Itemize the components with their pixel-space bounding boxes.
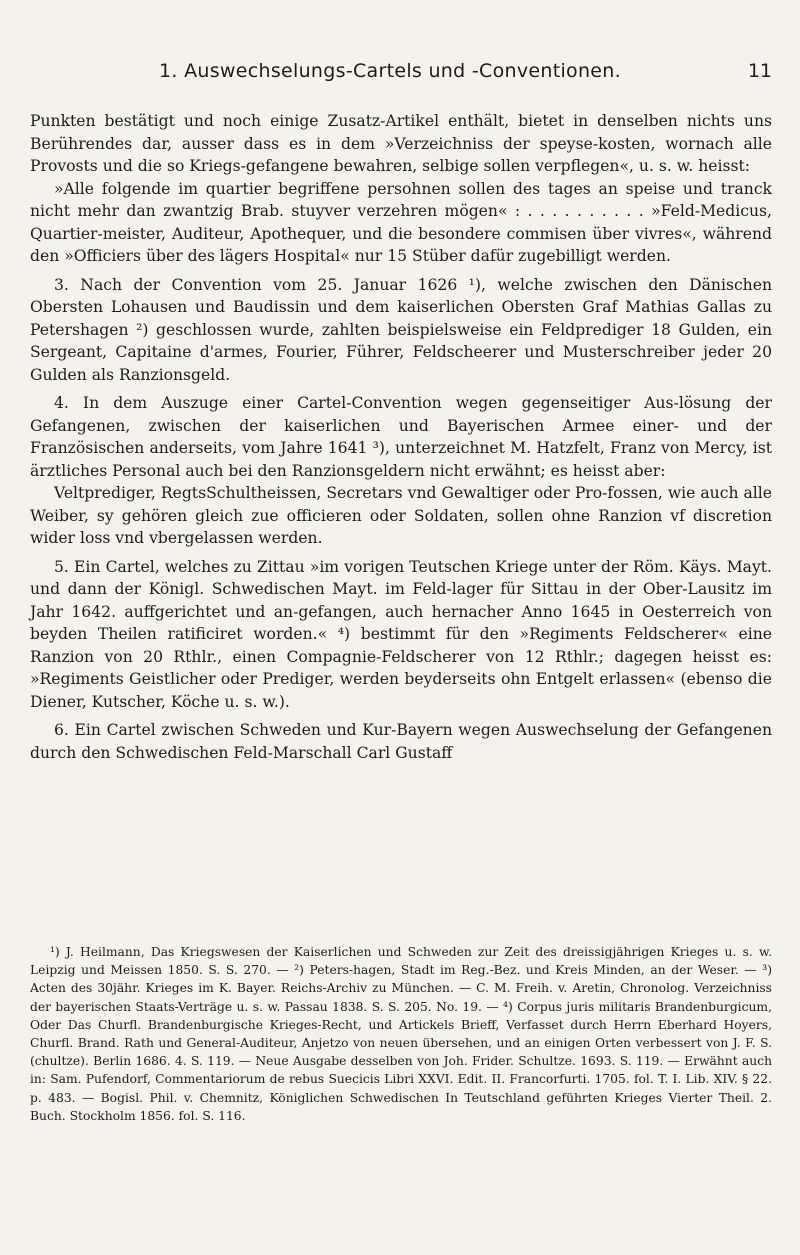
- running-head: [30, 60, 772, 86]
- body-text: [30, 110, 772, 764]
- footnotes: [30, 943, 772, 1125]
- paragraph-section-6: 6. Ein Cartel zwischen Schweden und Kur-Bayern wegen Auswechselung der Gefangenen durch den Schwedischen Feld-Marschall Carl Gustaff: [30, 721, 772, 762]
- running-title: 1. Auswechselungs-Cartels und -Conventionen.: [159, 60, 621, 82]
- page-number: 11: [747, 60, 772, 82]
- paragraph-section-3: 3. Nach der Convention vom 25. Januar 1626 ¹), welche zwischen den Dänischen Obersten Lohausen und Baudissin und dem kaiserlichen Obersten Graf Mathias Gallas zu Petershagen ²) geschlossen wurde, zahlten beispielsweise ein Feldprediger 18 Gulden, ein Sergeant, Capitaine d'armes, Fourier, Führer, Feldscheerer und Musterschreiber jeder 20 Gulden als Ranzionsgeld.: [30, 275, 772, 384]
- paragraph-quote: »Alle folgende im quartier begriffene persohnen sollen des tages an speise und tranck nicht mehr dan zwantzig Brab. stuyver verzehren mögen« : . . . . . . . . . . »Feld-Medicus, Quartier-meister, Auditeur, Apothequer, und die besondere commisen über vivres«, während den »Officiers über des lägers Hospital« nur 15 Stüber dafür zugebilligt werden.: [30, 179, 772, 265]
- paragraph-continuation: Punkten bestätigt und noch einige Zusatz-Artikel enthält, bietet in denselben nichts uns Berührendes dar, ausser dass es in dem »Verzeichniss der speyse-kosten, wornach alle Provosts und die so Kriegs-gefangene bewahren, selbige sollen verpflegen«, u. s. w. heisst:: [30, 112, 772, 175]
- paragraph-section-4: 4. In dem Auszuge einer Cartel-Convention wegen gegenseitiger Aus-lösung der Gefangenen, zwischen der kaiserlichen und Bayerischen Armee einer- und der Französischen anderseits, vom Jahre 1641 ³), unterzeichnet M. Hatzfelt, Franz von Mercy, ist ärztliches Personal auch bei den Ranzionsgeldern nicht erwähnt; es heisst aber:: [30, 394, 772, 480]
- footnote-block: ¹) J. Heilmann, Das Kriegswesen der Kaiserlichen und Schweden zur Zeit des dreissigjährigen Krieges u. s. w. Leipzig und Meissen 1850. S. S. 270. — ²) Peters-hagen, Stadt im Reg.-Bez. und Kreis Minden, an der Weser. — ³) Acten des 30jähr. Krieges im K. Bayer. Reichs-Archiv zu München. — C. M. Freih. v. Aretin, Chronolog. Verzeichniss der bayerischen Staats-Verträge u. s. w. Passau 1838. S. S. 205. No. 19. — ⁴) Corpus juris militaris Brandenburgicum, Oder Das Churfl. Brandenburgische Krieges-Recht, und Artickels Brieff, Verfasset durch Herrn Eberhard Hoyers, Churfl. Brand. Rath und General-Auditeur, Anjetzo von neuen übersehen, und an einigen Orten verbessert von J. F. S.(chultze). Berlin 1686. 4. S. 119. — Neue Ausgabe desselben von Joh. Frider. Schultze. 1693. S. 119. — Erwähnt auch in: Sam. Pufendorf, Commentariorum de rebus Suecicis Libri XXVI. Edit. II. Francorfurti. 1705. fol. T. I. Lib. XIV. § 22. p. 483. — Bogisl. Phil. v. Chemnitz, Königlichen Schwedischen In Teutschland geführten Krieges Vierter Theil. 2. Buch. Stockholm 1856. fol. S. 116.: [30, 945, 772, 1123]
- paragraph-quote-2: Veltprediger, RegtsSchultheissen, Secretars vnd Gewaltiger oder Pro-fossen, wie auch alle Weiber, sy gehören gleich zue officieren oder Soldaten, sollen ohne Ranzion vf discretion wider loss vnd vbergelassen werden.: [30, 484, 772, 547]
- paragraph-section-5: 5. Ein Cartel, welches zu Zittau »im vorigen Teutschen Kriege unter der Röm. Käys. Mayt. und dann der Königl. Schwedischen Mayt. im Feld-lager für Sittau in der Ober-Lausitz im Jahr 1642. auffgerichtet und an-gefangen, auch hernacher Anno 1645 in Oesterreich von beyden Theilen ratificiret worden.« ⁴) bestimmt für den »Regiments Feldscherer« eine Ranzion von 20 Rthlr., einen Compagnie-Feldscherer von 12 Rthlr.; dagegen heisst es: »Regiments Geistlicher oder Prediger, werden beyderseits ohn Entgelt erlassen« (ebenso die Diener, Kutscher, Köche u. s. w.).: [30, 557, 772, 711]
